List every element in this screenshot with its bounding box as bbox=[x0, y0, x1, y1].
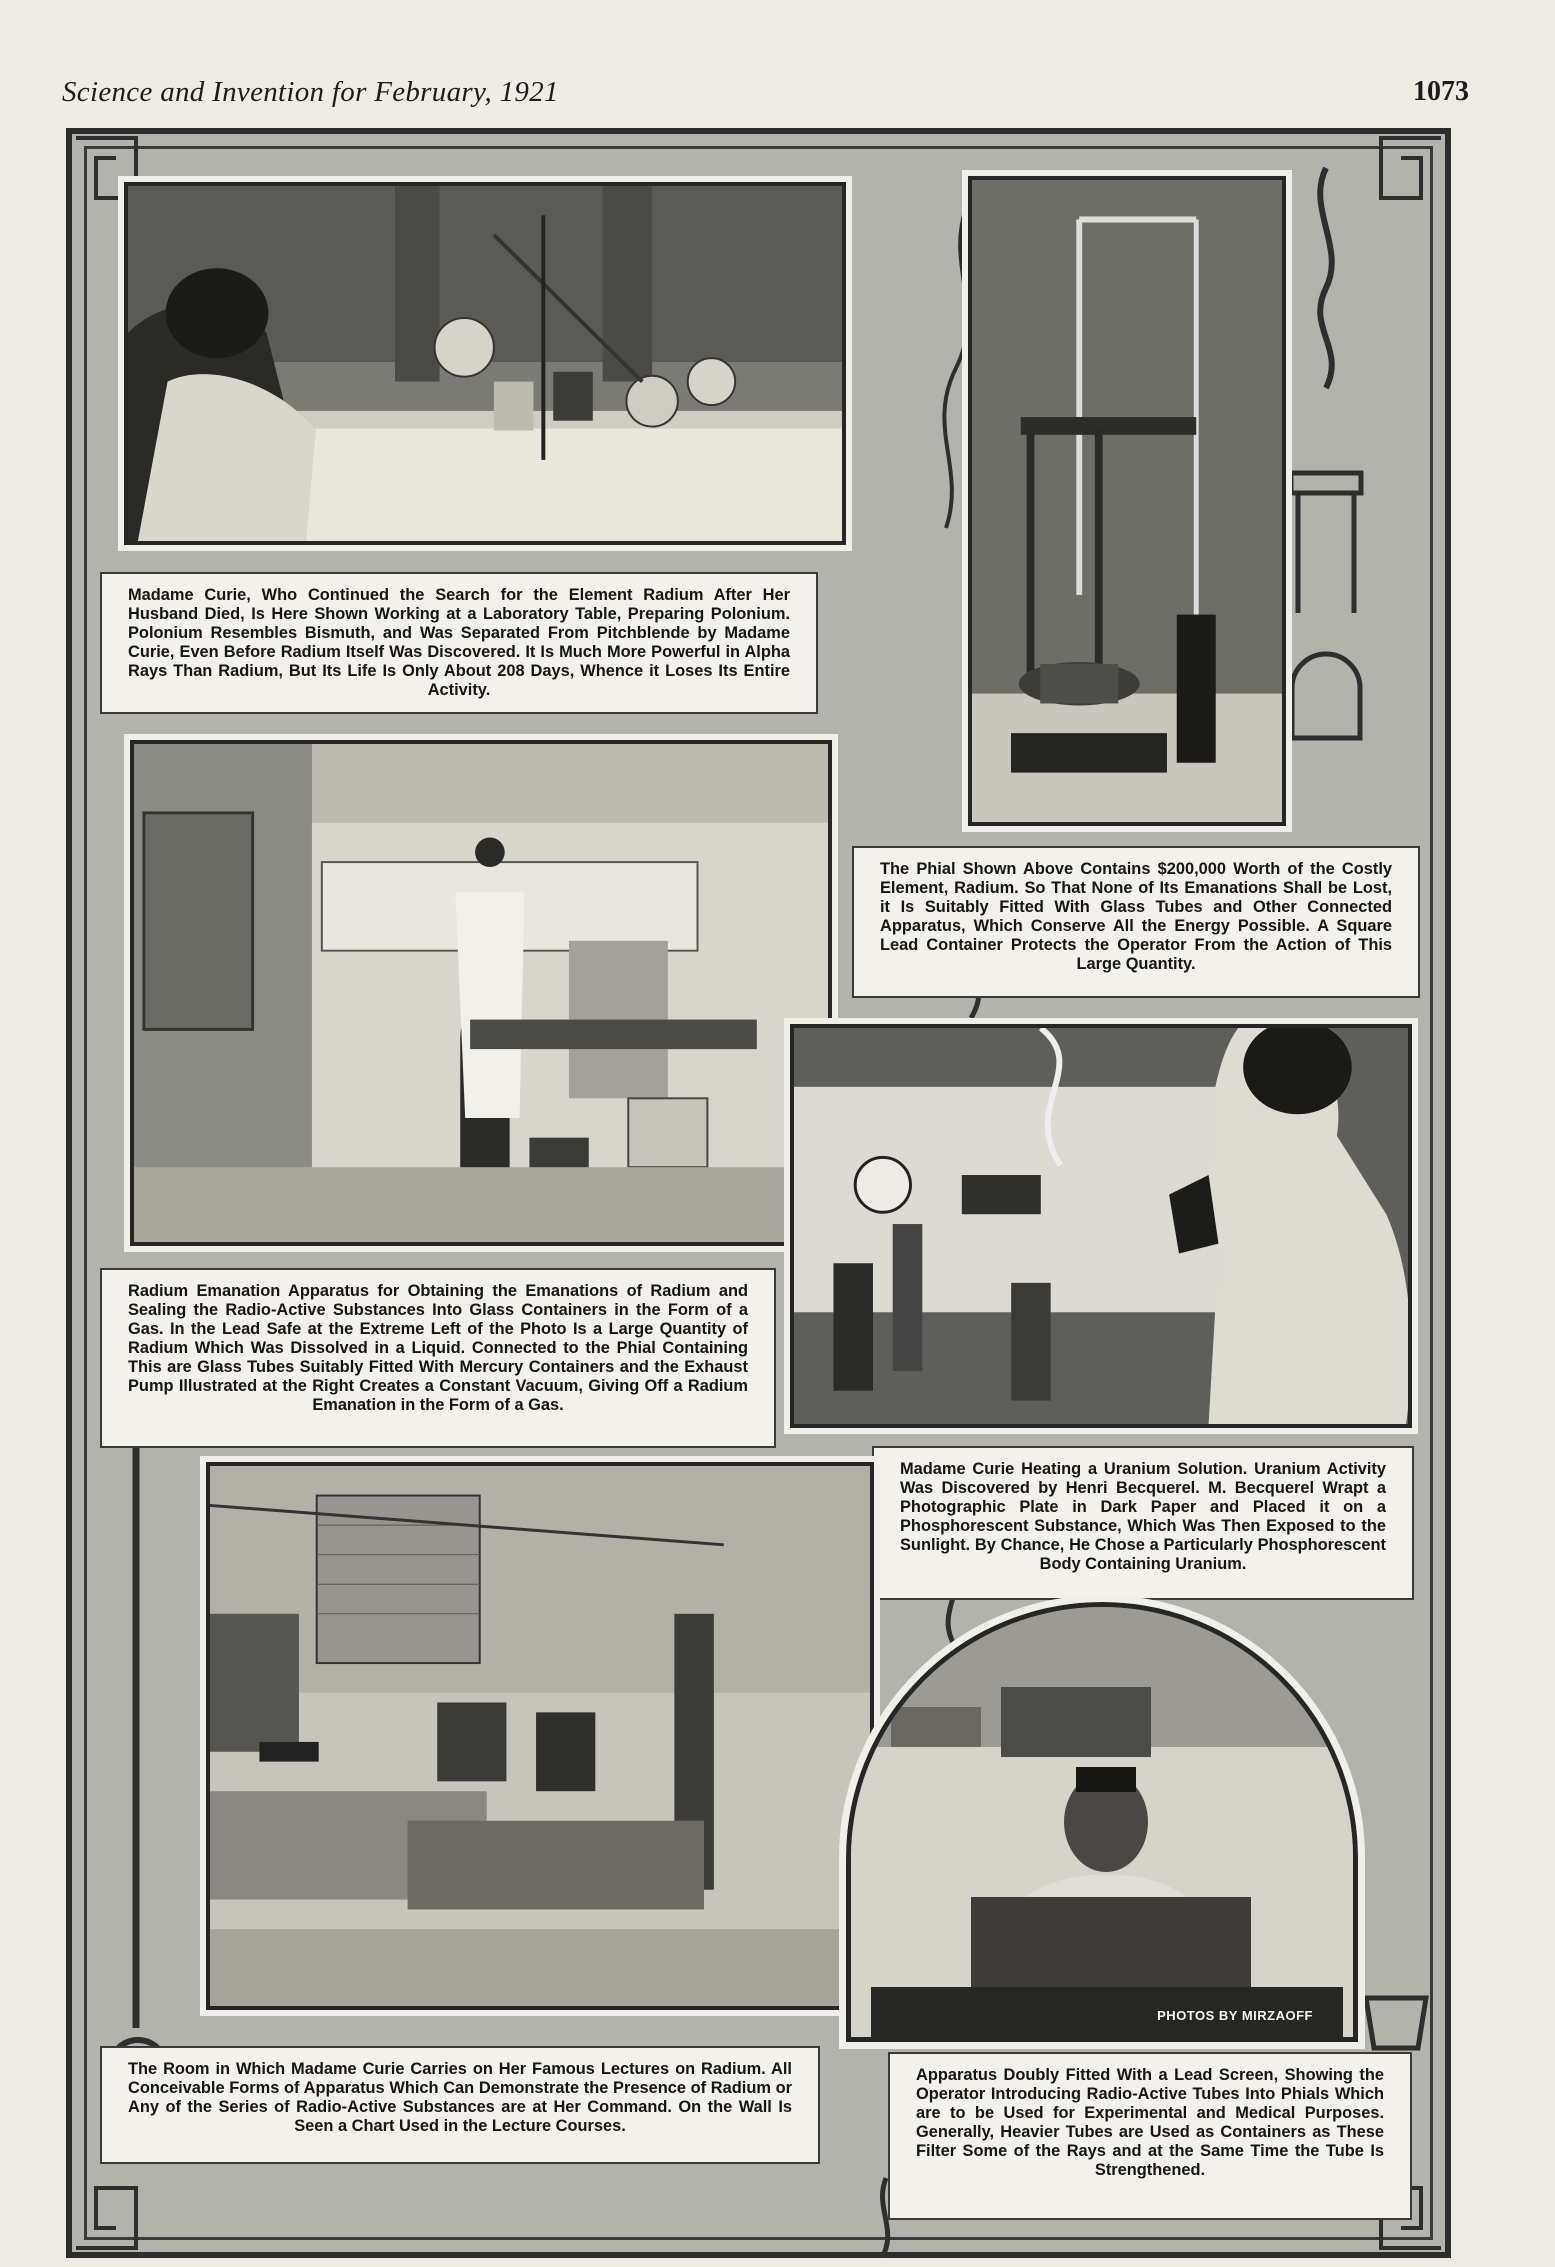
photo-lecture-room bbox=[206, 1462, 874, 2010]
caption-curie-polonium: Madame Curie, Who Continued the Search for the Element Radium After Her Husband Died, Is Here Shown Working at a Laboratory Table, Preparing Polonium. Polonium Resembles Bismuth, and Was Separated From Pitchblende by Madame Curie, Even Before Radium Itself Was Discovered. It Is Much More Powerful in Alpha Rays Than Radium, But Its Life Is Only About 208 Days, Whence it Loses Its Entire Activity. bbox=[100, 572, 818, 714]
photo-radium-phial-apparatus bbox=[968, 176, 1286, 826]
photo-curie-uranium-solution bbox=[790, 1024, 1412, 1428]
photo-curie-polonium-table bbox=[124, 182, 846, 545]
caption-curie-uranium: Madame Curie Heating a Uranium Solution. Uranium Activity Was Discovered by Henri Becquerel. M. Becquerel Wrapt a Photographic Plate in Dark Paper and Placed it on a Phosphorescent Substance, Which Was Then Exposed to the Sunlight. By Chance, He Chose a Particularly Phosphorescent Body Containing Uranium. bbox=[872, 1446, 1414, 1600]
photo-credit: PHOTOS BY MIRZAOFF bbox=[1157, 2008, 1313, 2023]
running-title: Science and Invention for February, 1921 bbox=[62, 76, 559, 108]
caption-lead-screen: Apparatus Doubly Fitted With a Lead Screen, Showing the Operator Introducing Radio-Active Tubes Into Phials Which are to be Used for Experimental and Medical Purposes. Generally, Heavier Tubes are Used as Containers as These Filter Some of the Rays and at the Same Time the Tube Is Strengthened. bbox=[888, 2052, 1412, 2220]
caption-lecture-room: The Room in Which Madame Curie Carries on Her Famous Lectures on Radium. All Conceivable Forms of Apparatus Which Can Demonstrate the Presence of Radium or Any of the Series of Radio-Active Substances are at Her Command. On the Wall Is Seen a Chart Used in the Lecture Courses. bbox=[100, 2046, 820, 2164]
photo-emanation-apparatus bbox=[130, 740, 832, 1246]
caption-emanation-apparatus: Radium Emanation Apparatus for Obtaining the Emanations of Radium and Sealing the Radio-Active Substances Into Glass Containers in the Form of a Gas. In the Lead Safe at the Extreme Left of the Photo Is a Large Quantity of Radium Which Was Dissolved in a Liquid. Connected to the Phial Containing This are Glass Tubes Suitably Fitted With Mercury Containers and the Exhaust Pump Illustrated at the Right Creates a Constant Vacuum, Giving Off a Radium Emanation in the Form of a Gas. bbox=[100, 1268, 776, 1448]
page-number: 1073 bbox=[1413, 76, 1469, 107]
caption-radium-phial: The Phial Shown Above Contains $200,000 Worth of the Costly Element, Radium. So That None of Its Emanations Shall be Lost, it Is Suitably Fitted With Glass Tubes and Other Connected Apparatus, Which Conserve All the Energy Possible. A Square Lead Container Protects the Operator From the Action of This Large Quantity. bbox=[852, 846, 1420, 998]
